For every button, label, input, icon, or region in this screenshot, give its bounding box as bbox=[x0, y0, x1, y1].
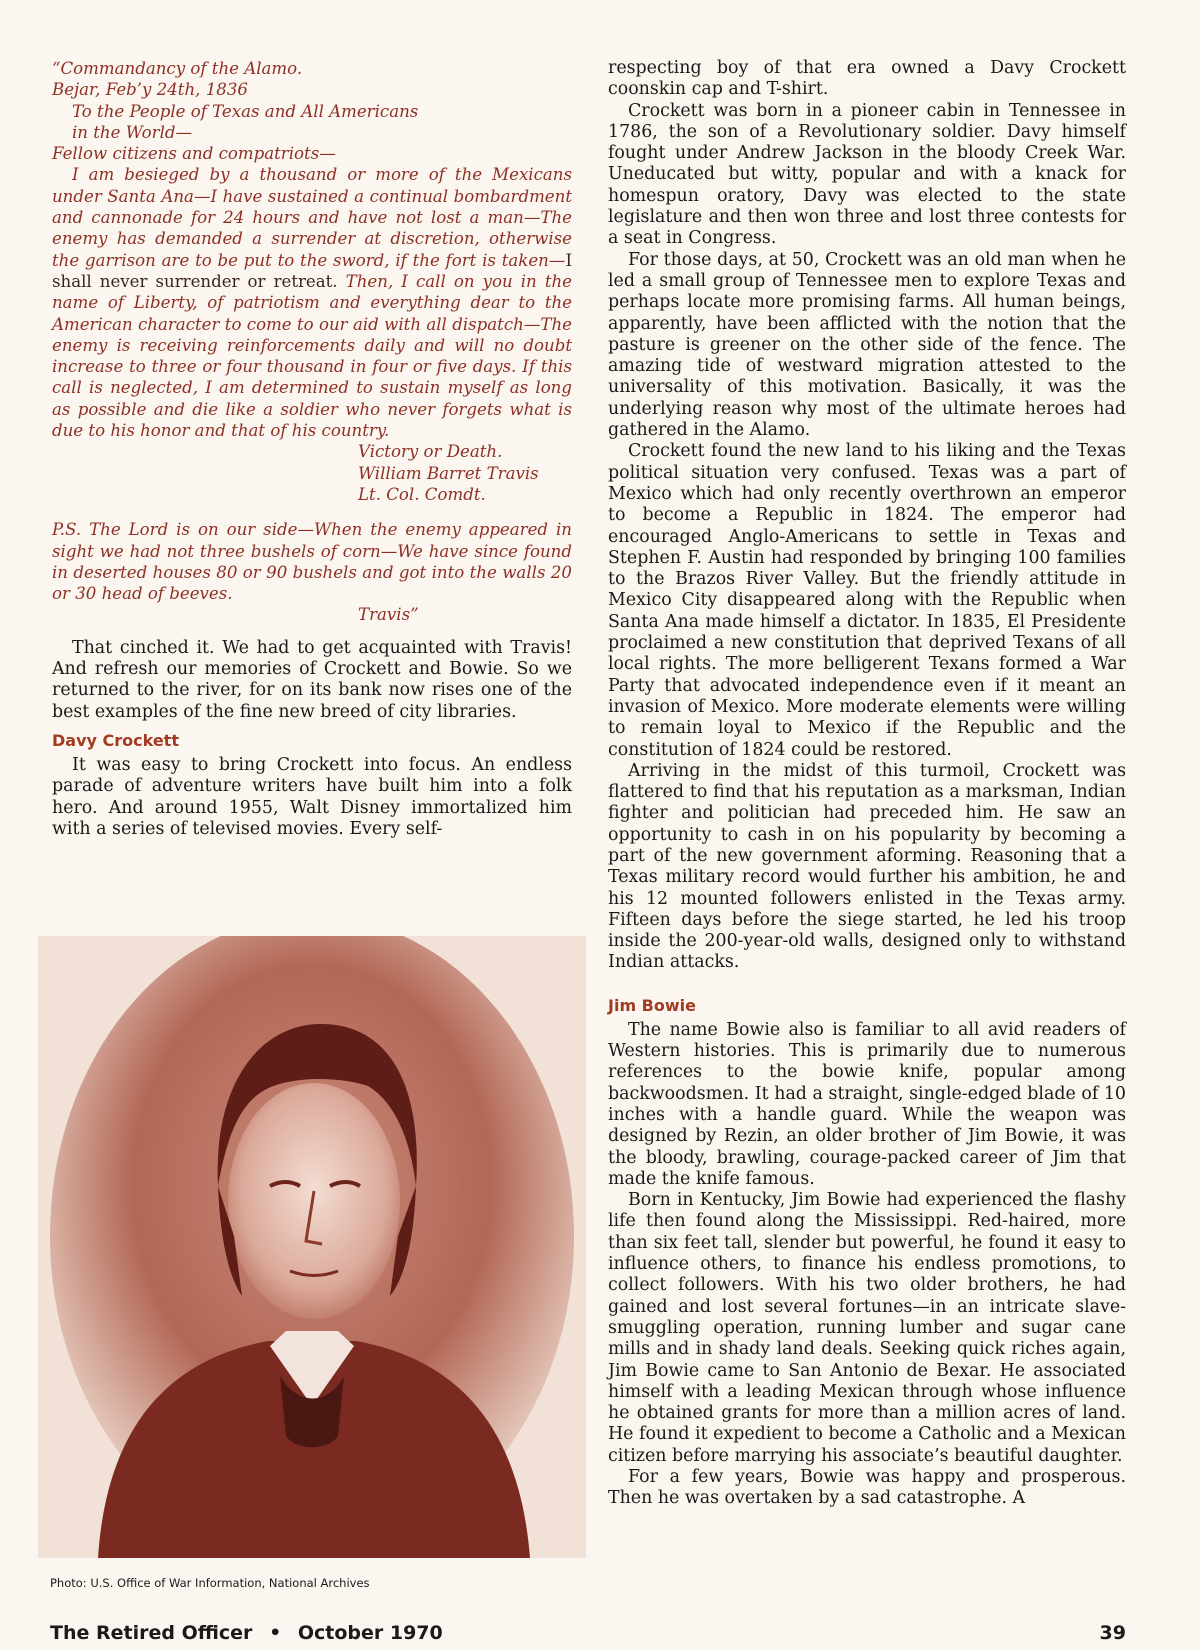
left-column bbox=[52, 58, 572, 840]
letter-body-upright: I shall never surrender or retreat. bbox=[52, 250, 572, 291]
paragraph-texas-politics: Crockett found the new land to his liking and the Texas political situation very confused. Texas was a part of Mexico which had only recently overthrown an emperor to become a Republic in 1824. The emperor had encouraged Anglo-Americans to settle in Texas and Stephen F. Austin had responded by bringing 100 families to the Brazos River Valley. But the friendly attitude in Mexico City disappeared along with the Republic when Santa Ana made himself a dictator. In 1835, El Presidente proclaimed a new constitution that deprived Texans of all local rights. The more belligerent Texans formed a War Party that advocated independence even if it meant an invasion of Mexico. More moderate elements were willing to remain loyal to Mexico if the Republic and the constitution of 1824 could be restored. bbox=[608, 441, 1126, 760]
paragraph-travis: That cinched it. We had to get acquainted with Travis! And refresh our memories of Crockett and Bowie. So we returned to the river, for on its bank now rises one of the best examples of the fine new breed of city libraries. bbox=[52, 637, 572, 722]
crockett-engraving-image bbox=[38, 936, 586, 1558]
letter-postscript: P.S. The Lord is on our side—When the enemy appeared in sight we had not three bushels of corn—We have since found in deserted houses 80 or 90 bushels and got into the walls 20 or 30 head of beeves. bbox=[52, 520, 572, 604]
paragraph-bowie-name: The name Bowie also is familiar to all avid readers of Western histories. This is primarily due to numerous references to the bowie knife, popular among backwoodsmen. It had a straight, single-edged blade of 10 inches with a handle guard. While the weapon was designed by Rezin, an older brother of Jim Bowie, it was the bloody, brawling, courage-packed career of Jim that made the knife famous. bbox=[608, 1019, 1126, 1189]
paragraph-bowie-born: Born in Kentucky, Jim Bowie had experienced the flashy life then found along the Mississippi. Red-haired, more than six feet tall, slender but powerful, he found it easy to influence others, to finance his endless promotions, to collect followers. With his two older brothers, he had gained and lost several fortunes—in an intricate slave-smuggling operation, running lumber and sugar cane mills and in shady land deals. Seeking quick riches again, Jim Bowie came to San Antonio de Bexar. He associated himself with a leading Mexican through whose influence he obtained grants for more than a million acres of land. He found it expedient to become a Catholic and a Mexican citizen before marrying his associate’s beautiful daughter. bbox=[608, 1190, 1126, 1466]
portrait-face bbox=[228, 1083, 400, 1319]
paragraph-crockett-intro: It was easy to bring Crockett into focus. An endless parade of adventure writers have built him into a folk hero. And around 1955, Walt Disney immortalized him with a series of televised movies. Every self- bbox=[52, 754, 572, 839]
heading-davy-crockett: Davy Crockett bbox=[52, 730, 179, 750]
footer-publication: The Retired Officer bbox=[50, 1622, 253, 1644]
page-number: 39 bbox=[1099, 1622, 1126, 1644]
paragraph-crockett-fifty: For those days, at 50, Crockett was an old man when he led a small group of Tennessee men to explore Texas and perhaps locate more promising farms. All human beings, apparently, have been afflicted with the notion that the pasture is greener on the other side of the fence. The amazing tide of westward migration attested to the universality of this motivation. Basically, it was the underlying reason why most of the ultimate heroes had gathered in the Alamo. bbox=[608, 249, 1126, 441]
paragraph-continue: respecting boy of that era owned a Davy Crockett coonskin cap and T-shirt. bbox=[608, 58, 1126, 100]
letter-body bbox=[52, 164, 572, 441]
paragraph-bowie-years: For a few years, Bowie was happy and prosperous. Then he was overtaken by a sad catastrophe. A bbox=[608, 1467, 1126, 1509]
letter-signature: William Barret Travis bbox=[358, 463, 539, 483]
letter-addressee-2: in the World— bbox=[72, 122, 193, 142]
letter-ps-signature: Travis” bbox=[358, 605, 419, 625]
crockett-portrait bbox=[38, 936, 586, 1558]
paragraph-crockett-arriving: Arriving in the midst of this turmoil, Crockett was flattered to find that his reputation as a marksman, Indian fighter and politician had preceded him. He saw an opportunity to cash in on his popularity by becoming a part of the new government aforming. Reasoning that a Texas military record would further his ambition, he and his 12 mounted followers enlisted in the Texas army. Fifteen days before the siege started, he led his troop inside the 200-year-old walls, designed only to withstand Indian attacks. bbox=[608, 760, 1126, 973]
paragraph-crockett-born: Crockett was born in a pioneer cabin in Tennessee in 1786, the son of a Revolutionary soldier. Davy himself fought under Andrew Jackson in the bloody Creek War. Uneducated but witty, popular and with a knack for homespun oratory, Davy was elected to the state legislature and then won three and lost three contests for a seat in Congress. bbox=[608, 100, 1126, 249]
right-column bbox=[608, 58, 1126, 1510]
left-body bbox=[52, 638, 572, 840]
letter-body-part-1: I am besieged by a thousand or more of the Mexicans under Santa Ana—I have sustained a continual bombardment and cannonade for 24 hours and have not lost a man—The enemy has demanded a surrender at discretion, otherwise the garrison are to be put to the sword, if the fort is taken— bbox=[52, 165, 572, 270]
letter-closing: Victory or Death. bbox=[358, 442, 503, 462]
letter-body-part-2: Then, I call on you in the name of Liberty, of patriotism and everything dear to the American character to come to our aid with all dispatch—The enemy is receiving reinforcements daily and will no doubt increase to three or four thousand in four or five days. If this call is neglected, I am determined to sustain myself as long as possible and die like a soldier who never forgets what is due to his honor and that of his country. bbox=[52, 271, 573, 441]
letter-salutation: Fellow citizens and compatriots— bbox=[52, 144, 336, 164]
heading-jim-bowie: Jim Bowie bbox=[608, 995, 696, 1015]
photo-caption: Photo: U.S. Office of War Information, National Archives bbox=[50, 1576, 370, 1590]
letter-addressee-1: To the People of Texas and All Americans bbox=[72, 101, 419, 121]
travis-letter bbox=[52, 58, 572, 626]
letter-heading-1: “Commandancy of the Alamo. bbox=[52, 59, 303, 78]
page-footer bbox=[50, 1622, 1126, 1644]
footer-bullet: • bbox=[269, 1622, 282, 1644]
letter-heading-2: Bejar, Feb’y 24th, 1836 bbox=[52, 80, 248, 100]
footer-issue: October 1970 bbox=[297, 1622, 443, 1644]
letter-rank: Lt. Col. Comdt. bbox=[358, 484, 486, 504]
